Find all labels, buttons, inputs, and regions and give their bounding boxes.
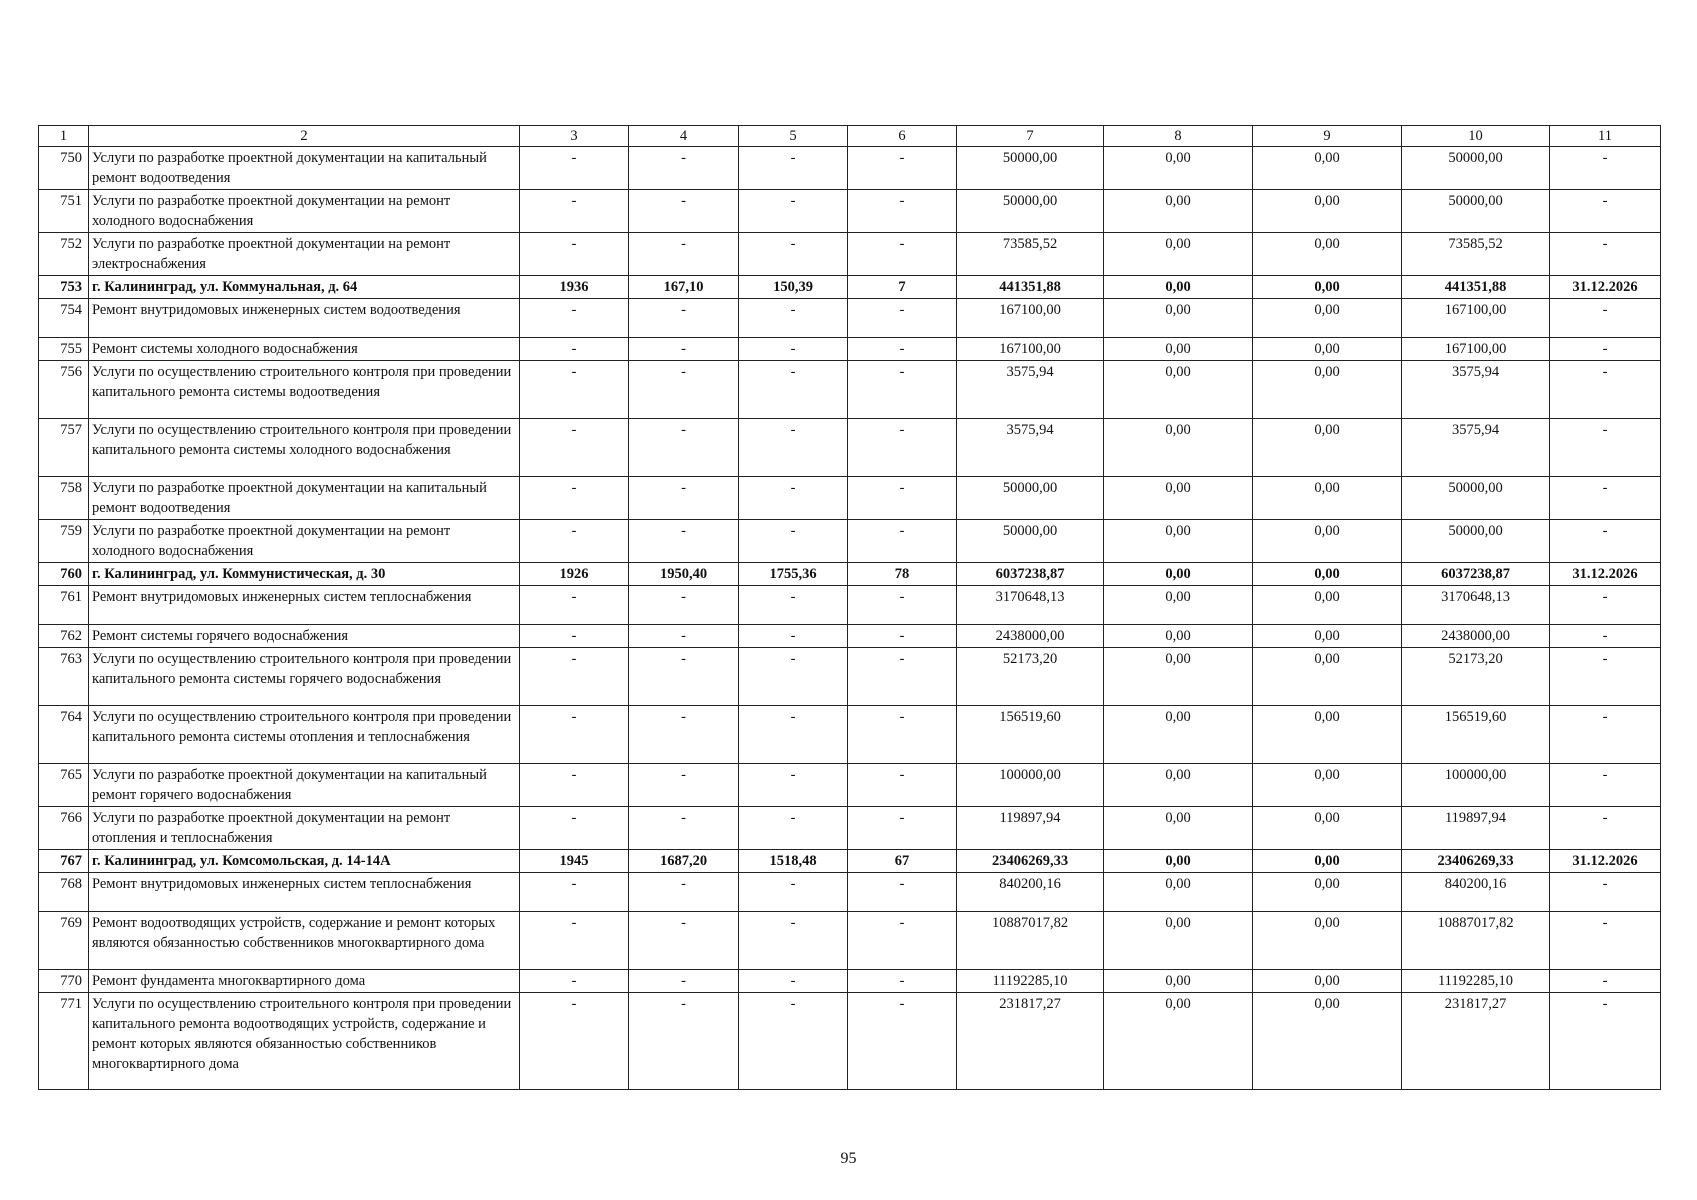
- item-name-cell: Услуги по осуществлению строительного контроля при проведении капитального ремонта системы холодного водоснабжения: [89, 419, 520, 477]
- table-row: [39, 764, 1661, 807]
- address-row: [39, 850, 1661, 873]
- col-7-cell: 100000,00: [957, 764, 1104, 807]
- col-7-cell: 3575,94: [957, 419, 1104, 477]
- col-6-cell: -: [848, 873, 957, 912]
- col-8-cell: 0,00: [1104, 993, 1253, 1090]
- item-name-cell: Услуги по разработке проектной документации на капитальный ремонт водоотведения: [89, 477, 520, 520]
- capital-repair-table: [38, 125, 1661, 1090]
- deadline-cell: -: [1550, 625, 1661, 648]
- col-7-cell: 3575,94: [957, 361, 1104, 419]
- col-3-cell: -: [520, 361, 629, 419]
- item-name-cell: Ремонт фундамента многоквартирного дома: [89, 970, 520, 993]
- col-3-cell: -: [520, 807, 629, 850]
- col-5-cell: -: [739, 299, 848, 338]
- col-7-cell: 50000,00: [957, 520, 1104, 563]
- item-name-cell: Ремонт системы горячего водоснабжения: [89, 625, 520, 648]
- deadline-cell: -: [1550, 147, 1661, 190]
- deadline-cell: 31.12.2026: [1550, 276, 1661, 299]
- col-10-cell: 231817,27: [1402, 993, 1550, 1090]
- col-7-cell: 10887017,82: [957, 912, 1104, 970]
- header-cell-11: 11: [1550, 126, 1661, 147]
- item-name-cell: Услуги по разработке проектной документации на ремонт электроснабжения: [89, 233, 520, 276]
- item-name-cell: Услуги по осуществлению строительного контроля при проведении капитального ремонта системы горячего водоснабжения: [89, 648, 520, 706]
- col-3-cell: -: [520, 648, 629, 706]
- col-10-cell: 3170648,13: [1402, 586, 1550, 625]
- col-3-cell: -: [520, 586, 629, 625]
- col-3-cell: -: [520, 233, 629, 276]
- col-9-cell: 0,00: [1253, 625, 1402, 648]
- col-6-cell: 67: [848, 850, 957, 873]
- col-6-cell: -: [848, 625, 957, 648]
- deadline-cell: 31.12.2026: [1550, 850, 1661, 873]
- col-9-cell: 0,00: [1253, 912, 1402, 970]
- col-5-cell: -: [739, 912, 848, 970]
- deadline-cell: -: [1550, 993, 1661, 1090]
- col-8-cell: 0,00: [1104, 807, 1253, 850]
- col-9-cell: 0,00: [1253, 477, 1402, 520]
- deadline-cell: -: [1550, 299, 1661, 338]
- deadline-cell: -: [1550, 477, 1661, 520]
- col-5-cell: 150,39: [739, 276, 848, 299]
- col-8-cell: 0,00: [1104, 190, 1253, 233]
- row-number-cell: 759: [39, 520, 89, 563]
- row-number-cell: 766: [39, 807, 89, 850]
- col-4-cell: -: [629, 706, 739, 764]
- col-5-cell: 1755,36: [739, 563, 848, 586]
- col-8-cell: 0,00: [1104, 338, 1253, 361]
- col-3-cell: -: [520, 419, 629, 477]
- item-name-cell: Услуги по разработке проектной документации на ремонт холодного водоснабжения: [89, 520, 520, 563]
- deadline-cell: -: [1550, 233, 1661, 276]
- col-7-cell: 441351,88: [957, 276, 1104, 299]
- col-7-cell: 11192285,10: [957, 970, 1104, 993]
- col-7-cell: 52173,20: [957, 648, 1104, 706]
- col-6-cell: -: [848, 147, 957, 190]
- col-8-cell: 0,00: [1104, 419, 1253, 477]
- col-9-cell: 0,00: [1253, 190, 1402, 233]
- col-10-cell: 167100,00: [1402, 299, 1550, 338]
- col-5-cell: -: [739, 338, 848, 361]
- table-row: [39, 625, 1661, 648]
- header-cell-2: 2: [89, 126, 520, 147]
- col-4-cell: -: [629, 233, 739, 276]
- col-8-cell: 0,00: [1104, 276, 1253, 299]
- col-9-cell: 0,00: [1253, 873, 1402, 912]
- col-6-cell: -: [848, 361, 957, 419]
- table-row: [39, 873, 1661, 912]
- header-cell-9: 9: [1253, 126, 1402, 147]
- col-4-cell: -: [629, 873, 739, 912]
- col-6-cell: 7: [848, 276, 957, 299]
- col-8-cell: 0,00: [1104, 625, 1253, 648]
- col-5-cell: -: [739, 147, 848, 190]
- row-number-cell: 756: [39, 361, 89, 419]
- col-6-cell: -: [848, 338, 957, 361]
- col-3-cell: -: [520, 190, 629, 233]
- col-7-cell: 6037238,87: [957, 563, 1104, 586]
- col-4-cell: -: [629, 970, 739, 993]
- deadline-cell: -: [1550, 807, 1661, 850]
- col-3-cell: -: [520, 477, 629, 520]
- col-7-cell: 119897,94: [957, 807, 1104, 850]
- deadline-cell: -: [1550, 190, 1661, 233]
- col-10-cell: 23406269,33: [1402, 850, 1550, 873]
- col-7-cell: 167100,00: [957, 299, 1104, 338]
- row-number-cell: 755: [39, 338, 89, 361]
- col-7-cell: 50000,00: [957, 147, 1104, 190]
- header-cell-1: 1: [39, 126, 89, 147]
- header-cell-5: 5: [739, 126, 848, 147]
- item-name-cell: Ремонт внутридомовых инженерных систем теплоснабжения: [89, 586, 520, 625]
- table-row: [39, 912, 1661, 970]
- col-7-cell: 156519,60: [957, 706, 1104, 764]
- col-7-cell: 167100,00: [957, 338, 1104, 361]
- col-3-cell: 1945: [520, 850, 629, 873]
- col-6-cell: -: [848, 807, 957, 850]
- col-9-cell: 0,00: [1253, 147, 1402, 190]
- header-cell-8: 8: [1104, 126, 1253, 147]
- col-4-cell: -: [629, 993, 739, 1090]
- col-7-cell: 73585,52: [957, 233, 1104, 276]
- table-row: [39, 338, 1661, 361]
- row-number-cell: 757: [39, 419, 89, 477]
- col-3-cell: -: [520, 147, 629, 190]
- table-row: [39, 233, 1661, 276]
- table-row: [39, 706, 1661, 764]
- col-6-cell: -: [848, 970, 957, 993]
- deadline-cell: 31.12.2026: [1550, 563, 1661, 586]
- col-6-cell: -: [848, 993, 957, 1090]
- item-name-cell: Услуги по разработке проектной документации на капитальный ремонт водоотведения: [89, 147, 520, 190]
- deadline-cell: -: [1550, 419, 1661, 477]
- deadline-cell: -: [1550, 764, 1661, 807]
- row-number-cell: 771: [39, 993, 89, 1090]
- col-6-cell: -: [848, 419, 957, 477]
- col-10-cell: 3575,94: [1402, 419, 1550, 477]
- col-9-cell: 0,00: [1253, 970, 1402, 993]
- col-5-cell: -: [739, 764, 848, 807]
- col-9-cell: 0,00: [1253, 993, 1402, 1090]
- col-4-cell: -: [629, 807, 739, 850]
- address-row: [39, 276, 1661, 299]
- col-3-cell: -: [520, 993, 629, 1090]
- header-cell-7: 7: [957, 126, 1104, 147]
- col-5-cell: -: [739, 520, 848, 563]
- address-row: [39, 563, 1661, 586]
- col-9-cell: 0,00: [1253, 563, 1402, 586]
- col-4-cell: -: [629, 190, 739, 233]
- col-4-cell: -: [629, 648, 739, 706]
- table-row: [39, 361, 1661, 419]
- col-6-cell: -: [848, 520, 957, 563]
- col-6-cell: -: [848, 190, 957, 233]
- table-row: [39, 993, 1661, 1090]
- col-9-cell: 0,00: [1253, 233, 1402, 276]
- col-10-cell: 11192285,10: [1402, 970, 1550, 993]
- col-10-cell: 50000,00: [1402, 190, 1550, 233]
- col-10-cell: 73585,52: [1402, 233, 1550, 276]
- row-number-cell: 764: [39, 706, 89, 764]
- col-4-cell: 167,10: [629, 276, 739, 299]
- col-5-cell: -: [739, 648, 848, 706]
- col-4-cell: -: [629, 361, 739, 419]
- col-3-cell: -: [520, 873, 629, 912]
- col-5-cell: -: [739, 419, 848, 477]
- col-10-cell: 119897,94: [1402, 807, 1550, 850]
- col-7-cell: 3170648,13: [957, 586, 1104, 625]
- col-4-cell: 1687,20: [629, 850, 739, 873]
- col-6-cell: 78: [848, 563, 957, 586]
- col-9-cell: 0,00: [1253, 807, 1402, 850]
- col-4-cell: -: [629, 299, 739, 338]
- table-row: [39, 299, 1661, 338]
- col-6-cell: -: [848, 299, 957, 338]
- row-number-cell: 762: [39, 625, 89, 648]
- deadline-cell: -: [1550, 361, 1661, 419]
- col-5-cell: -: [739, 477, 848, 520]
- col-8-cell: 0,00: [1104, 970, 1253, 993]
- col-10-cell: 52173,20: [1402, 648, 1550, 706]
- col-3-cell: 1936: [520, 276, 629, 299]
- deadline-cell: -: [1550, 338, 1661, 361]
- col-8-cell: 0,00: [1104, 912, 1253, 970]
- col-3-cell: 1926: [520, 563, 629, 586]
- row-number-cell: 768: [39, 873, 89, 912]
- row-number-cell: 758: [39, 477, 89, 520]
- table-row: [39, 648, 1661, 706]
- row-number-cell: 765: [39, 764, 89, 807]
- col-8-cell: 0,00: [1104, 706, 1253, 764]
- col-4-cell: -: [629, 147, 739, 190]
- col-10-cell: 100000,00: [1402, 764, 1550, 807]
- col-5-cell: -: [739, 993, 848, 1090]
- table-row: [39, 970, 1661, 993]
- col-5-cell: -: [739, 807, 848, 850]
- col-9-cell: 0,00: [1253, 648, 1402, 706]
- deadline-cell: -: [1550, 706, 1661, 764]
- col-7-cell: 50000,00: [957, 477, 1104, 520]
- col-6-cell: -: [848, 477, 957, 520]
- col-5-cell: -: [739, 625, 848, 648]
- col-9-cell: 0,00: [1253, 299, 1402, 338]
- row-number-cell: 761: [39, 586, 89, 625]
- col-8-cell: 0,00: [1104, 361, 1253, 419]
- col-3-cell: -: [520, 625, 629, 648]
- col-10-cell: 3575,94: [1402, 361, 1550, 419]
- col-10-cell: 6037238,87: [1402, 563, 1550, 586]
- col-3-cell: -: [520, 520, 629, 563]
- col-3-cell: -: [520, 970, 629, 993]
- col-8-cell: 0,00: [1104, 563, 1253, 586]
- col-10-cell: 10887017,82: [1402, 912, 1550, 970]
- col-6-cell: -: [848, 764, 957, 807]
- col-9-cell: 0,00: [1253, 520, 1402, 563]
- col-10-cell: 441351,88: [1402, 276, 1550, 299]
- col-4-cell: -: [629, 477, 739, 520]
- col-5-cell: -: [739, 586, 848, 625]
- col-10-cell: 2438000,00: [1402, 625, 1550, 648]
- col-3-cell: -: [520, 764, 629, 807]
- col-9-cell: 0,00: [1253, 850, 1402, 873]
- item-name-cell: г. Калининград, ул. Комсомольская, д. 14-14А: [89, 850, 520, 873]
- row-number-cell: 760: [39, 563, 89, 586]
- col-3-cell: -: [520, 299, 629, 338]
- col-7-cell: 50000,00: [957, 190, 1104, 233]
- col-3-cell: -: [520, 706, 629, 764]
- col-7-cell: 2438000,00: [957, 625, 1104, 648]
- col-7-cell: 231817,27: [957, 993, 1104, 1090]
- col-7-cell: 23406269,33: [957, 850, 1104, 873]
- row-number-cell: 754: [39, 299, 89, 338]
- col-9-cell: 0,00: [1253, 706, 1402, 764]
- row-number-cell: 751: [39, 190, 89, 233]
- col-8-cell: 0,00: [1104, 477, 1253, 520]
- table-row: [39, 477, 1661, 520]
- item-name-cell: Услуги по разработке проектной документации на капитальный ремонт горячего водоснабжения: [89, 764, 520, 807]
- col-9-cell: 0,00: [1253, 276, 1402, 299]
- col-4-cell: -: [629, 912, 739, 970]
- col-10-cell: 156519,60: [1402, 706, 1550, 764]
- col-8-cell: 0,00: [1104, 520, 1253, 563]
- col-8-cell: 0,00: [1104, 764, 1253, 807]
- row-number-cell: 769: [39, 912, 89, 970]
- deadline-cell: -: [1550, 648, 1661, 706]
- col-6-cell: -: [848, 706, 957, 764]
- col-8-cell: 0,00: [1104, 147, 1253, 190]
- col-4-cell: -: [629, 586, 739, 625]
- item-name-cell: Ремонт внутридомовых инженерных систем водоотведения: [89, 299, 520, 338]
- col-5-cell: -: [739, 233, 848, 276]
- deadline-cell: -: [1550, 912, 1661, 970]
- col-4-cell: -: [629, 625, 739, 648]
- deadline-cell: -: [1550, 520, 1661, 563]
- col-5-cell: 1518,48: [739, 850, 848, 873]
- header-cell-3: 3: [520, 126, 629, 147]
- row-number-cell: 750: [39, 147, 89, 190]
- col-8-cell: 0,00: [1104, 850, 1253, 873]
- table-row: [39, 807, 1661, 850]
- col-4-cell: -: [629, 764, 739, 807]
- col-10-cell: 50000,00: [1402, 147, 1550, 190]
- col-6-cell: -: [848, 648, 957, 706]
- item-name-cell: г. Калининград, ул. Коммунистическая, д. 30: [89, 563, 520, 586]
- col-9-cell: 0,00: [1253, 338, 1402, 361]
- col-10-cell: 50000,00: [1402, 520, 1550, 563]
- col-8-cell: 0,00: [1104, 299, 1253, 338]
- item-name-cell: г. Калининград, ул. Коммунальная, д. 64: [89, 276, 520, 299]
- row-number-cell: 770: [39, 970, 89, 993]
- col-8-cell: 0,00: [1104, 648, 1253, 706]
- row-number-cell: 752: [39, 233, 89, 276]
- col-4-cell: -: [629, 338, 739, 361]
- col-6-cell: -: [848, 912, 957, 970]
- table-row: [39, 419, 1661, 477]
- item-name-cell: Услуги по осуществлению строительного контроля при проведении капитального ремонта системы отопления и теплоснабжения: [89, 706, 520, 764]
- col-10-cell: 167100,00: [1402, 338, 1550, 361]
- table-row: [39, 520, 1661, 563]
- deadline-cell: -: [1550, 873, 1661, 912]
- header-cell-4: 4: [629, 126, 739, 147]
- deadline-cell: -: [1550, 970, 1661, 993]
- col-10-cell: 50000,00: [1402, 477, 1550, 520]
- col-9-cell: 0,00: [1253, 764, 1402, 807]
- table-header-row: [39, 126, 1661, 147]
- header-cell-10: 10: [1402, 126, 1550, 147]
- col-10-cell: 840200,16: [1402, 873, 1550, 912]
- col-8-cell: 0,00: [1104, 873, 1253, 912]
- row-number-cell: 763: [39, 648, 89, 706]
- item-name-cell: Ремонт внутридомовых инженерных систем теплоснабжения: [89, 873, 520, 912]
- page-number: 95: [840, 1150, 857, 1167]
- col-5-cell: -: [739, 190, 848, 233]
- col-8-cell: 0,00: [1104, 233, 1253, 276]
- col-8-cell: 0,00: [1104, 586, 1253, 625]
- col-5-cell: -: [739, 706, 848, 764]
- col-3-cell: -: [520, 338, 629, 361]
- col-6-cell: -: [848, 233, 957, 276]
- row-number-cell: 767: [39, 850, 89, 873]
- table-row: [39, 147, 1661, 190]
- col-4-cell: 1950,40: [629, 563, 739, 586]
- col-9-cell: 0,00: [1253, 586, 1402, 625]
- item-name-cell: Ремонт системы холодного водоснабжения: [89, 338, 520, 361]
- col-5-cell: -: [739, 361, 848, 419]
- col-3-cell: -: [520, 912, 629, 970]
- col-9-cell: 0,00: [1253, 419, 1402, 477]
- row-number-cell: 753: [39, 276, 89, 299]
- deadline-cell: -: [1550, 586, 1661, 625]
- item-name-cell: Услуги по разработке проектной документации на ремонт отопления и теплоснабжения: [89, 807, 520, 850]
- col-6-cell: -: [848, 586, 957, 625]
- col-4-cell: -: [629, 419, 739, 477]
- table-row: [39, 190, 1661, 233]
- item-name-cell: Ремонт водоотводящих устройств, содержание и ремонт которых являются обязанностью собственников многоквартирного дома: [89, 912, 520, 970]
- item-name-cell: Услуги по разработке проектной документации на ремонт холодного водоснабжения: [89, 190, 520, 233]
- col-5-cell: -: [739, 970, 848, 993]
- col-9-cell: 0,00: [1253, 361, 1402, 419]
- item-name-cell: Услуги по осуществлению строительного контроля при проведении капитального ремонта водоотводящих устройств, содержание и ремонт которых являются обязанностью собственников многоквартирного дома: [89, 993, 520, 1090]
- col-4-cell: -: [629, 520, 739, 563]
- item-name-cell: Услуги по осуществлению строительного контроля при проведении капитального ремонта системы водоотведения: [89, 361, 520, 419]
- col-7-cell: 840200,16: [957, 873, 1104, 912]
- col-5-cell: -: [739, 873, 848, 912]
- table-row: [39, 586, 1661, 625]
- header-cell-6: 6: [848, 126, 957, 147]
